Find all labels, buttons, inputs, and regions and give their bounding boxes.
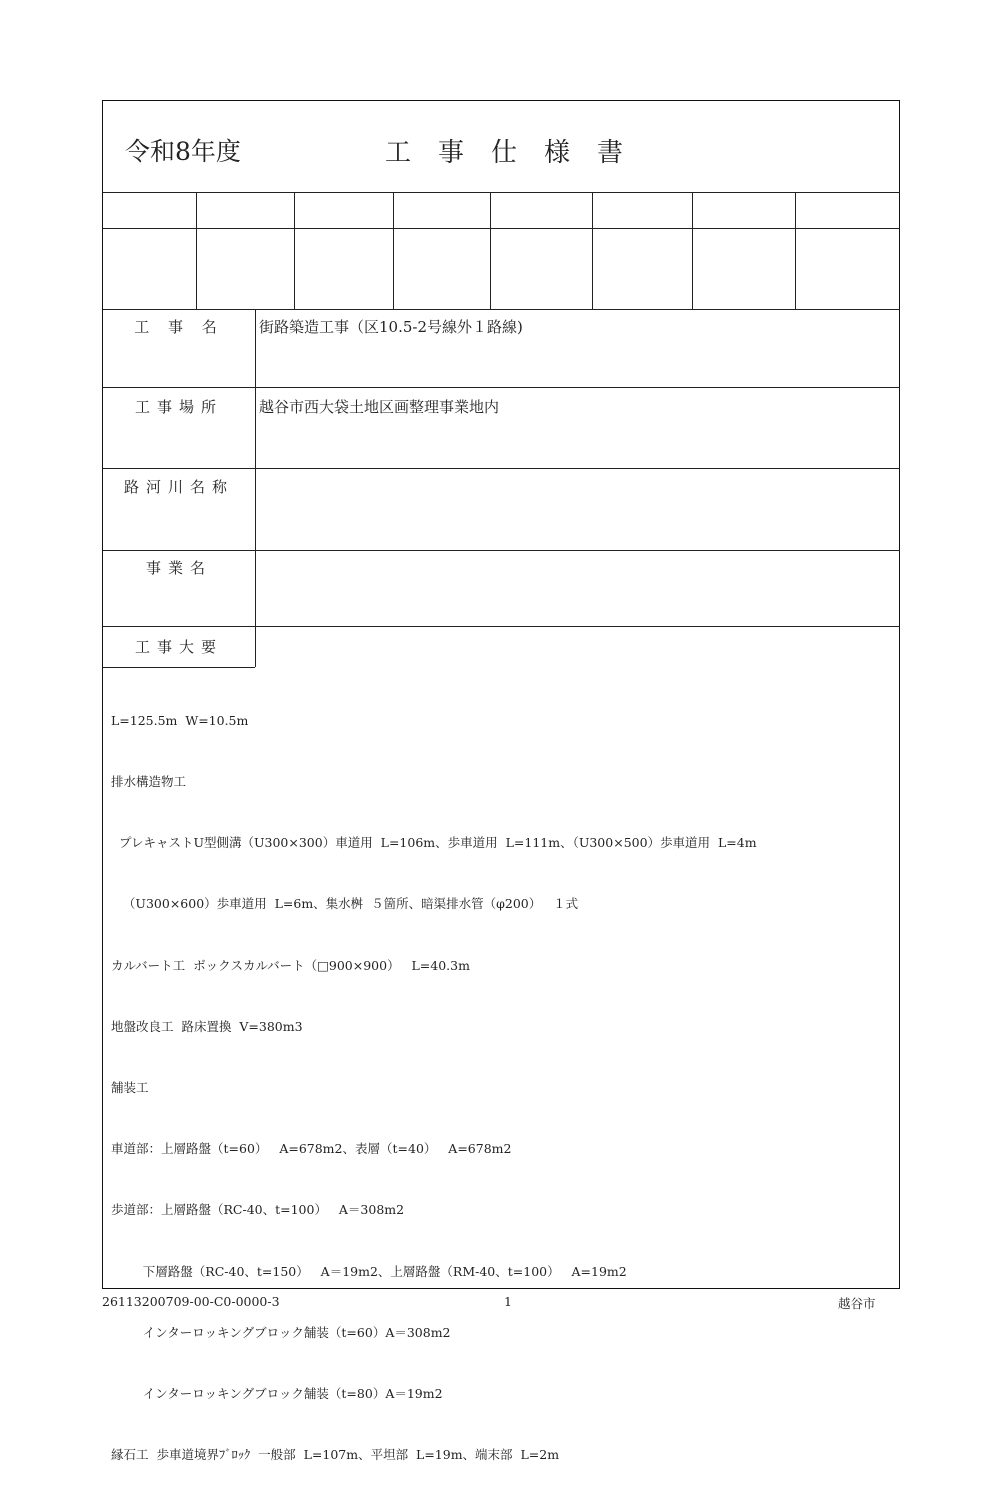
outline-line: 排水構造物工 — [111, 774, 187, 790]
field-label-project-name: 事業名 — [145, 559, 212, 577]
stamp-divider — [692, 192, 693, 309]
rule-field-1-bottom — [103, 387, 900, 388]
work-outline-body — [111, 670, 757, 1486]
field-label-road-river-name: 路河川名称 — [123, 478, 234, 496]
outline-line: （U300×600）歩車道用 L=6m、集水桝 ５箇所、暗渠排水管（φ200） １式 — [111, 896, 579, 912]
stamp-divider — [592, 192, 593, 309]
city-name: 越谷市 — [838, 1296, 876, 1311]
rule-field-3-bottom — [103, 550, 900, 551]
outline-line: L=125.5m W=10.5m — [111, 712, 249, 728]
outline-line: 歩道部：上層路盤（RC-40、t=100） A＝308m2 — [111, 1202, 405, 1218]
stamp-divider — [795, 192, 796, 309]
outline-line: 地盤改良工 路床置換 V=380m3 — [111, 1018, 303, 1034]
outline-line: 縁石工 歩車道境界ﾌﾞﾛｯｸ 一般部 L=107m、平坦部 L=19m、端末部 L=2m — [111, 1447, 560, 1463]
rule-stamp-bottom — [103, 309, 900, 310]
outline-line: 舗装工 — [111, 1080, 149, 1096]
document-code: 26113200709-00-C0-0000-3 — [102, 1294, 280, 1309]
stamp-divider — [196, 192, 197, 309]
outline-line: インターロッキングブロック舗装（t=60）A＝308m2 — [111, 1324, 451, 1340]
stamp-divider — [294, 192, 295, 309]
outline-line: プレキャストU型側溝（U300×300）車道用 L=106m、歩車道用 L=111m、（U300×500）歩車道用 L=4m — [111, 835, 757, 851]
field-value-work-name: 街路築造工事（区10.5-2号線外１路線) — [259, 318, 523, 336]
rule-title-bottom — [103, 192, 900, 193]
fiscal-year: 令和8年度 — [125, 137, 241, 166]
label-column-divider — [255, 309, 256, 667]
outline-line: 下層路盤（RC-40、t=150） A＝19m2、上層路盤（RM-40、t=100） A=19m2 — [111, 1263, 627, 1279]
page-number: 1 — [504, 1294, 512, 1309]
outline-line: カルバート工 ボックスカルバート（□900×900） L=40.3m — [111, 957, 470, 973]
field-label-work-name: 工 事 名 — [134, 318, 224, 336]
outline-line: 車道部：上層路盤（t=60） A=678m2、表層（t=40） A=678m2 — [111, 1141, 512, 1157]
rule-outline-label-bottom — [103, 667, 255, 668]
rule-stamp-header-bottom — [103, 228, 900, 229]
stamp-divider — [393, 192, 394, 309]
field-label-work-location: 工事場所 — [134, 398, 223, 416]
outline-line: インターロッキングブロック舗装（t=80）A＝19m2 — [111, 1386, 443, 1402]
rule-field-2-bottom — [103, 468, 900, 469]
rule-field-4-bottom — [103, 626, 900, 627]
document-title: 工事仕様書 — [385, 138, 651, 168]
field-label-work-outline: 工事大要 — [134, 638, 223, 656]
field-value-work-location: 越谷市西大袋土地区画整理事業地内 — [259, 398, 500, 416]
stamp-divider — [490, 192, 491, 309]
